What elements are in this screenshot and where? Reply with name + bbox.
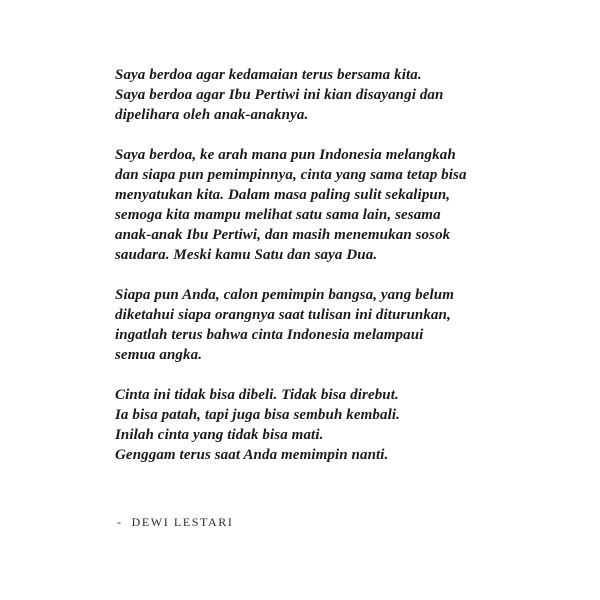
poem-line: Cinta ini tidak bisa dibeli. Tidak bisa direbut. [115,387,399,403]
author-signature [117,515,234,530]
stanza-1 [115,65,585,125]
poem-line: Genggam terus saat Anda memimpin nanti. [115,447,389,463]
poem-line: Inilah cinta yang tidak bisa mati. [115,427,324,443]
stanza-4 [115,385,585,465]
poem-line: dan siapa pun pemimpinnya, cinta yang sama tetap bisa [115,167,467,183]
author-name: DEWI LESTARI [131,515,234,529]
poem-line: diketahui siapa orangnya saat tulisan ini diturunkan, [115,307,451,323]
poem-line: dipelihara oleh anak-anaknya. [115,107,309,123]
poem-line: menyatukan kita. Dalam masa paling sulit sekalipun, [115,187,451,203]
poem-line: Saya berdoa agar kedamaian terus bersama kita. [115,67,422,83]
poem-line: saudara. Meski kamu Satu dan saya Dua. [115,247,378,263]
poem-line: Ia bisa patah, tapi juga bisa sembuh kembali. [115,407,400,423]
author-dash: - [117,515,123,529]
poem-line: ingatlah terus bahwa cinta Indonesia melampaui [115,327,424,343]
stanza-3 [115,285,585,365]
poem-line: semoga kita mampu melihat satu sama lain, sesama [115,207,441,223]
poem-body [115,65,585,485]
poem-line: Saya berdoa, ke arah mana pun Indonesia melangkah [115,147,456,163]
poem-line: semua angka. [115,347,203,363]
stanza-2 [115,145,585,265]
poem-line: Siapa pun Anda, calon pemimpin bangsa, yang belum [115,287,454,303]
poem-line: anak-anak Ibu Pertiwi, dan masih menemukan sosok [115,227,451,243]
poem-line: Saya berdoa agar Ibu Pertiwi ini kian disayangi dan [115,87,444,103]
